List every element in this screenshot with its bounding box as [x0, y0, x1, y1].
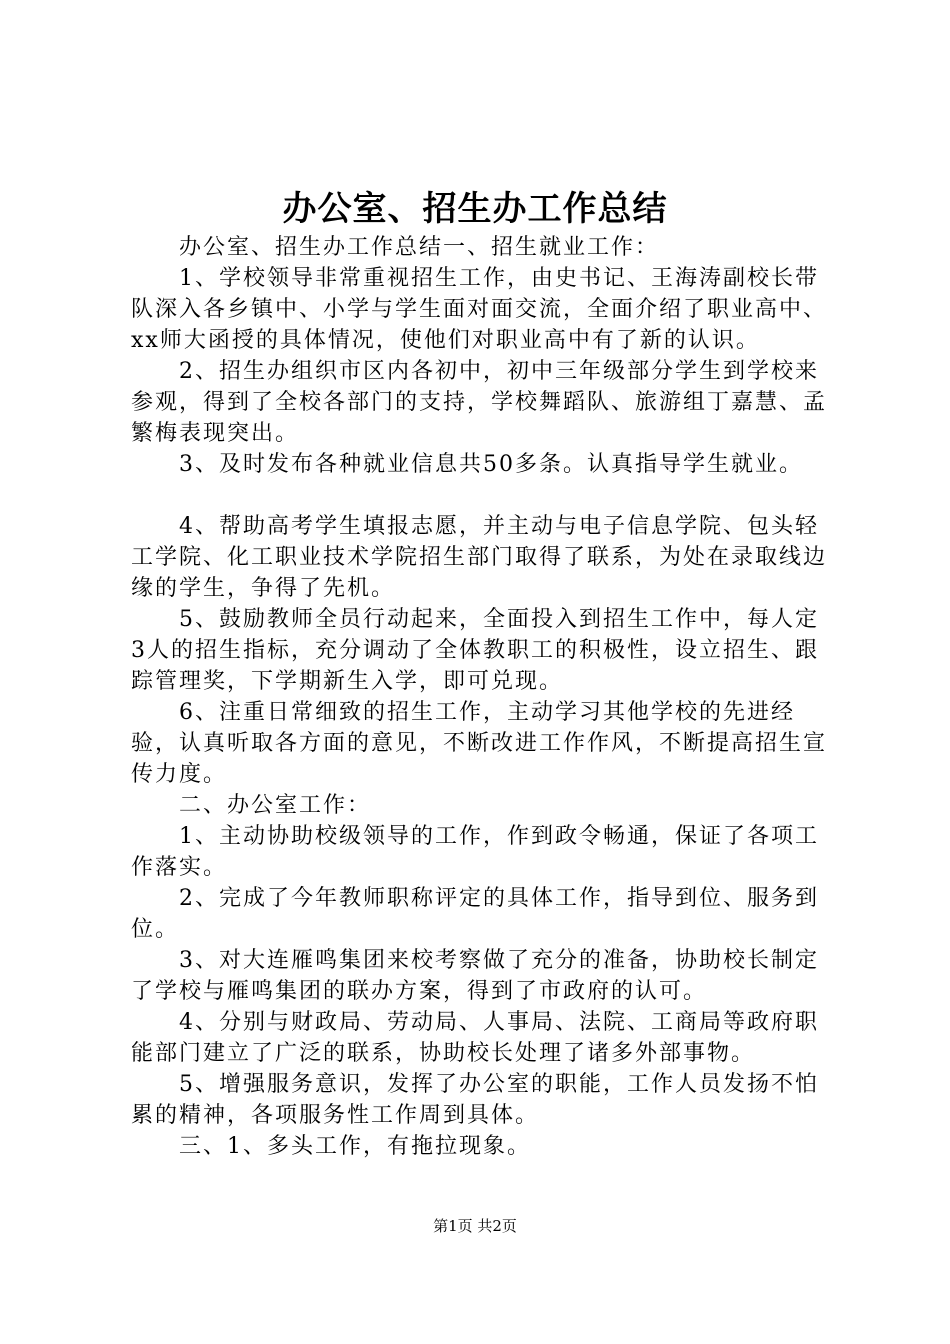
- document-body: [131, 232, 831, 1162]
- paragraph-office-1: 1、主动协助校级领导的工作，作到政令畅通，保证了各项工作落实。: [131, 824, 819, 880]
- section-heading-office: 二、办公室工作：: [179, 793, 372, 818]
- paragraph-enrollment-1: 1、学校领导非常重视招生工作，由史书记、王海涛副校长带队深入各乡镇中、小学与学生面对面交流，全面介绍了职业高中、xx师大函授的具体情况，使他们对职业高中有了新的认识。: [131, 266, 828, 353]
- paragraph-enrollment-4: 4、帮助高考学生填报志愿，并主动与电子信息学院、包头轻工学院、化工职业技术学院招生部门取得了联系，为处在录取线边缘的学生，争得了先机。: [131, 514, 828, 601]
- paragraph-enrollment-2: 2、招生办组织市区内各初中，初中三年级部分学生到学校来参观，得到了全校各部门的支持，学校舞蹈队、旅游组丁嘉慧、孟繁梅表现突出。: [131, 359, 828, 446]
- paragraph-office-3: 3、对大连雁鸣集团来校考察做了充分的准备，协助校长制定了学校与雁鸣集团的联办方案，得到了市政府的认可。: [131, 948, 819, 1004]
- paragraph-enrollment-5: 5、鼓励教师全员行动起来，全面投入到招生工作中，每人定3人的招生指标，充分调动了全体教职工的积极性，设立招生、跟踪管理奖，下学期新生入学，即可兑现。: [131, 607, 819, 694]
- paragraph-enrollment-3: 3、及时发布各种就业信息共50多条。认真指导学生就业。: [179, 452, 803, 477]
- paragraph-office-5: 5、增强服务意识，发挥了办公室的职能，工作人员发扬不怕累的精神，各项服务性工作周到具体。: [131, 1072, 819, 1128]
- paragraph-office-2: 2、完成了今年教师职称评定的具体工作，指导到位、服务到位。: [131, 886, 819, 942]
- paragraph-enrollment-6: 6、注重日常细致的招生工作，主动学习其他学校的先进经验，认真听取各方面的意见，不断改进工作作风，不断提高招生宣传力度。: [131, 700, 828, 787]
- document-title: 办公室、招生办工作总结: [282, 189, 668, 229]
- paragraph-problems: 三、1、多头工作，有拖拉现象。: [179, 1134, 531, 1159]
- paragraph-office-4: 4、分别与财政局、劳动局、人事局、法院、工商局等政府职能部门建立了广泛的联系，协助校长处理了诸多外部事物。: [131, 1010, 819, 1066]
- page-number: 第1页 共2页: [433, 1217, 517, 1235]
- paragraph-intro: 办公室、招生办工作总结一、招生就业工作：: [179, 235, 660, 260]
